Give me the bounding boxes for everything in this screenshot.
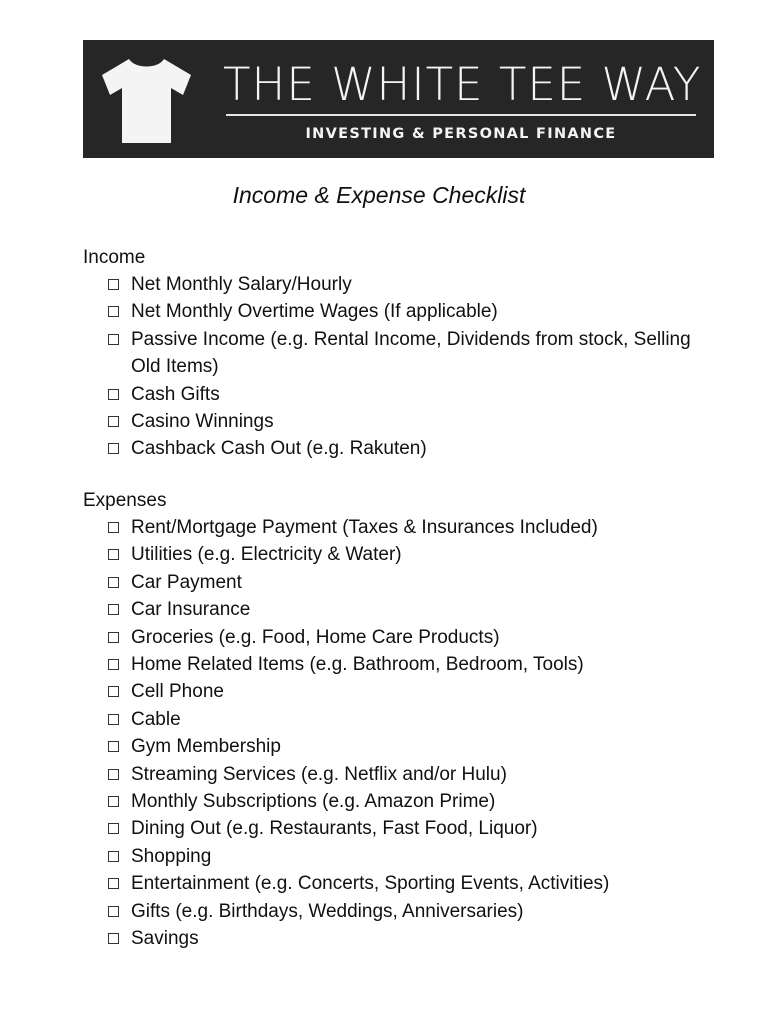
item-label: Net Monthly Salary/Hourly	[131, 274, 352, 295]
brand-title: THE WHITE TEE WAY	[223, 58, 702, 111]
item-label: Cell Phone	[131, 681, 224, 703]
item-label: Home Related Items (e.g. Bathroom, Bedroom, Tools)	[131, 654, 584, 676]
checkbox[interactable]	[108, 604, 119, 615]
brand-divider	[226, 114, 696, 116]
checkbox[interactable]	[108, 878, 119, 889]
item-label: Dining Out (e.g. Restaurants, Fast Food, Liquor)	[131, 818, 538, 840]
list-item	[107, 514, 717, 541]
item-label: Entertainment (e.g. Concerts, Sporting Events, Activities)	[131, 873, 610, 895]
list-item	[107, 298, 717, 325]
item-label: Utilities (e.g. Electricity & Water)	[131, 544, 402, 566]
item-label: Passive Income (e.g. Rental Income, Dividends from stock, Selling Old Items)	[131, 328, 691, 378]
item-label: Cable	[131, 708, 181, 730]
item-label: Gifts (e.g. Birthdays, Weddings, Anniversaries)	[131, 900, 524, 922]
checkbox[interactable]	[108, 741, 119, 752]
checkbox[interactable]	[108, 416, 119, 427]
list-item	[107, 408, 717, 435]
item-label: Shopping	[131, 845, 212, 867]
checkbox[interactable]	[108, 659, 119, 670]
brand-subtitle: INVESTING & PERSONAL FINANCE	[305, 126, 617, 142]
item-label: Streaming Services (e.g. Netflix and/or Hulu)	[131, 763, 507, 785]
list-item	[107, 925, 717, 952]
checkbox[interactable]	[108, 933, 119, 944]
list-item	[107, 843, 717, 870]
list-item	[107, 435, 717, 462]
item-label: Monthly Subscriptions (e.g. Amazon Prime)	[131, 791, 496, 813]
checkbox[interactable]	[108, 851, 119, 862]
item-label: Gym Membership	[131, 736, 281, 758]
list-item	[107, 761, 717, 788]
item-label: Groceries (e.g. Food, Home Care Products)	[131, 626, 500, 648]
list-item	[107, 733, 717, 760]
item-label: Casino Winnings	[131, 411, 274, 433]
income-heading: Income	[83, 247, 146, 268]
checkbox[interactable]	[108, 279, 119, 290]
checkbox[interactable]	[108, 522, 119, 533]
checkbox[interactable]	[108, 769, 119, 780]
item-label: Net Monthly Overtime Wages (If applicable)	[131, 301, 498, 323]
page-title: Income & Expense Checklist	[232, 182, 526, 208]
checkbox[interactable]	[108, 549, 119, 560]
item-label: Savings	[131, 928, 199, 950]
list-item	[107, 651, 717, 678]
list-item	[107, 541, 717, 568]
item-label: Rent/Mortgage Payment (Taxes & Insurances Included)	[131, 517, 598, 538]
list-item	[107, 870, 717, 897]
list-item	[107, 788, 717, 815]
list-item	[107, 596, 717, 623]
checkbox[interactable]	[108, 796, 119, 807]
item-label: Car Insurance	[131, 599, 251, 621]
item-label: Cash Gifts	[131, 383, 220, 405]
checkbox[interactable]	[108, 443, 119, 454]
list-item	[107, 815, 717, 842]
brand-banner	[83, 40, 714, 158]
list-item	[107, 624, 717, 651]
item-label: Cashback Cash Out (e.g. Rakuten)	[131, 438, 427, 460]
checkbox[interactable]	[108, 906, 119, 917]
list-item	[107, 678, 717, 705]
checkbox[interactable]	[108, 714, 119, 725]
checkbox[interactable]	[108, 577, 119, 588]
list-item	[107, 271, 717, 298]
checkbox[interactable]	[108, 632, 119, 643]
expenses-heading: Expenses	[83, 490, 167, 511]
list-item	[107, 706, 717, 733]
checkbox[interactable]	[108, 334, 119, 345]
t-shirt-icon	[99, 55, 194, 145]
checkbox[interactable]	[108, 686, 119, 697]
list-item	[107, 898, 717, 925]
checkbox[interactable]	[108, 389, 119, 400]
checkbox[interactable]	[108, 823, 119, 834]
list-item	[107, 326, 717, 381]
item-label: Car Payment	[131, 571, 242, 593]
list-item	[107, 569, 717, 596]
list-item	[107, 381, 717, 408]
expenses-checklist	[107, 514, 717, 953]
checkbox[interactable]	[108, 306, 119, 317]
income-checklist	[107, 271, 717, 463]
